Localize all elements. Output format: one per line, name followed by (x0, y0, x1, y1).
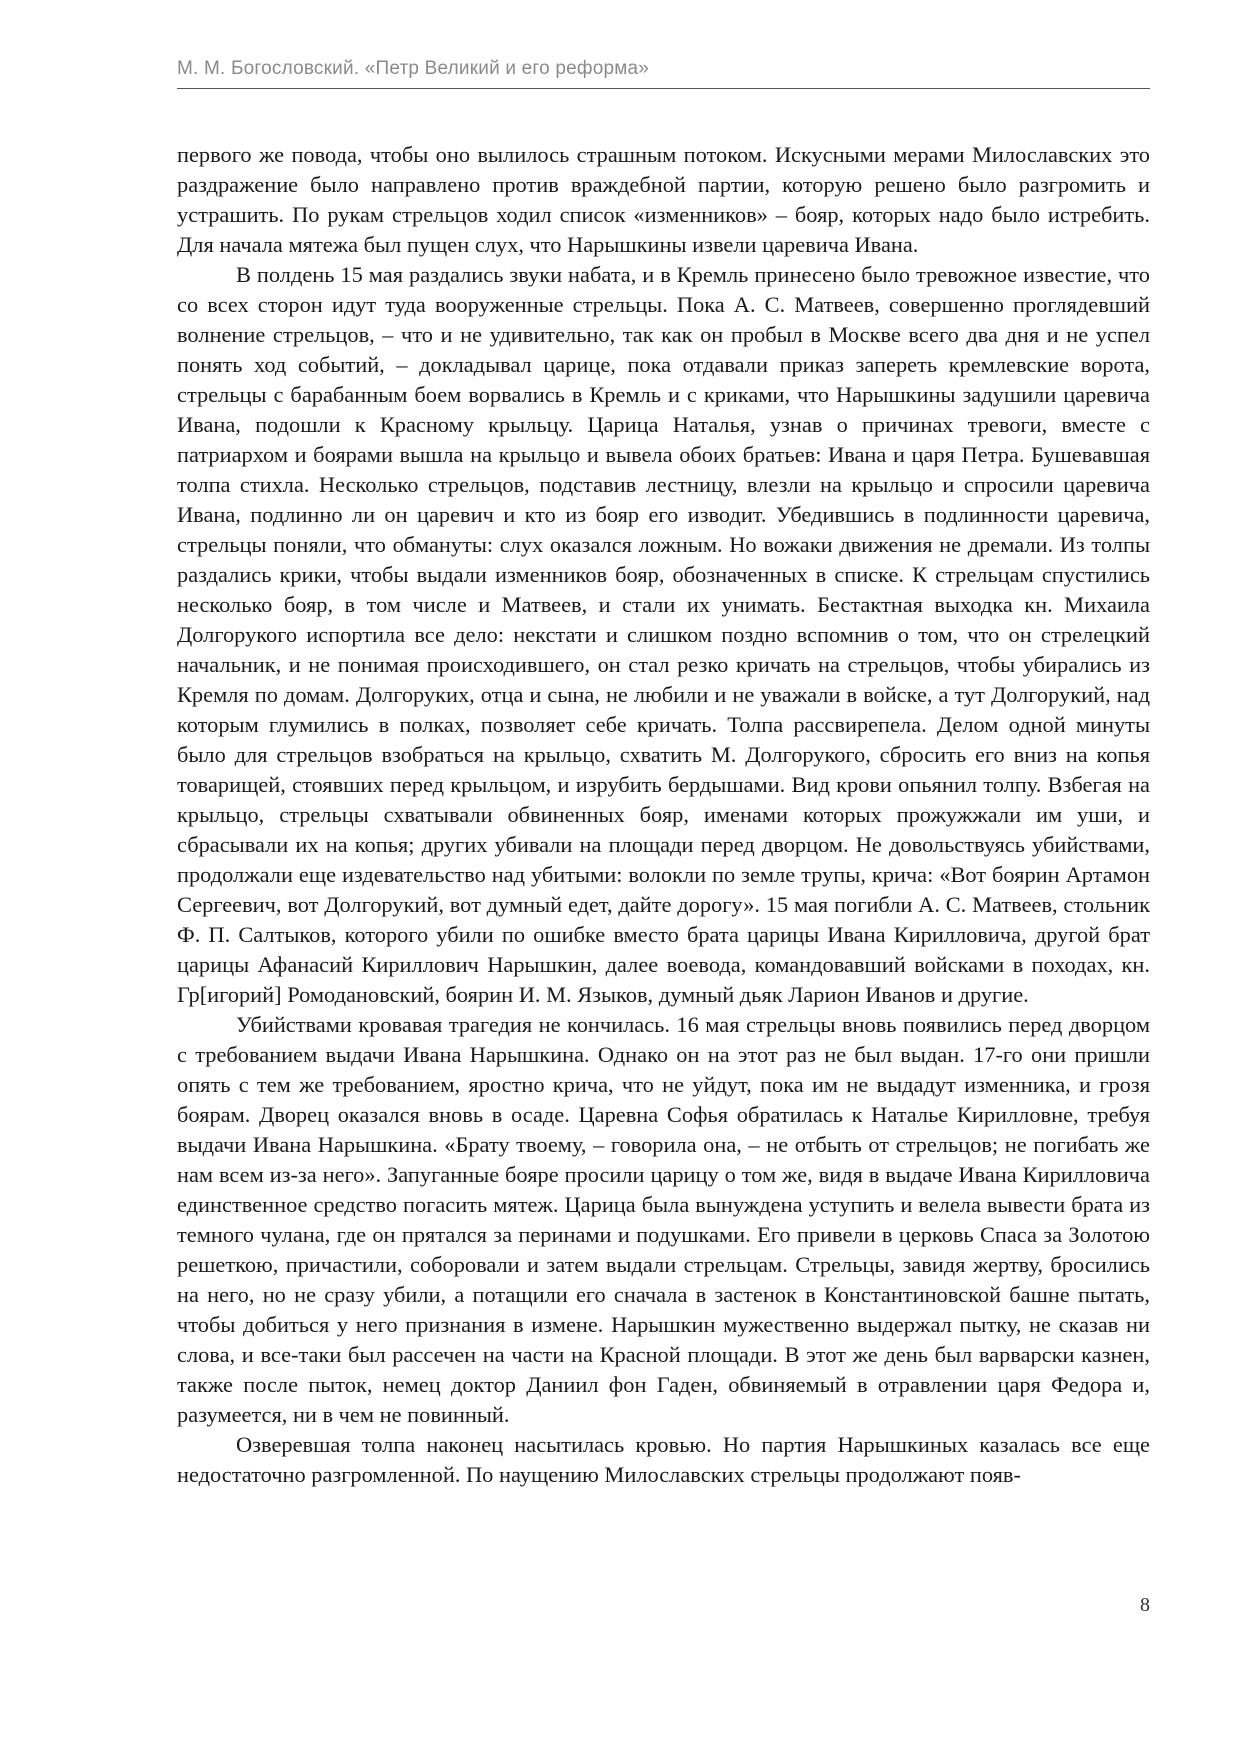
paragraph: Убийствами кровавая трагедия не кончилась. 16 мая стрельцы вновь появились перед дворцом с требованием выдачи Ивана Нарышкина. Однако он на этот раз не был выдан. 17-го они пришли опять с тем же требованием, яростно крича, что не уйдут, пока им не выдадут изменника, и грозя боярам. Дворец оказался вновь в осаде. Царевна Софья обратилась к Наталье Кирилловне, требуя выдачи Ивана Нарышкина. «Брату твоему, – говорила она, – не отбыть от стрельцов; не погибать же нам всем из-за него». Запуганные бояре просили царицу о том же, видя в выдаче Ивана Кирилловича единственное средство погасить мятеж. Царица была вынуждена уступить и велела вывести брата из темного чулана, где он прятался за перинами и подушками. Его привели в церковь Спаса за Золотою решеткою, причастили, соборовали и затем выдали стрельцам. Стрельцы, завидя жертву, бросились на него, но не сразу убили, а потащили его сначала в застенок в Константиновской башне пытать, чтобы добиться у него признания в измене. Нарышкин мужественно выдержал пытку, не сказав ни слова, и все-таки был рассечен на части на Красной площади. В этот же день был варварски казнен, также после пыток, немец доктор Даниил фон Гаден, обвиняемый в отравлении царя Федора и, разумеется, ни в чем не повинный. (177, 1012, 1150, 1427)
body-text (177, 140, 1150, 1490)
paragraph-continuation: первого же повода, чтобы оно вылилось страшным потоком. Искусными мерами Милославских это раздражение было направлено против враждебной партии, которую решено было разгромить и устрашить. По рукам стрельцов ходил список «изменников» – бояр, которых надо было истребить. Для начала мятежа был пущен слух, что Нарышкины извели царевича Ивана. (177, 142, 1150, 257)
page-number: 8 (1140, 1594, 1150, 1616)
running-header: М. М. Богословский. «Петр Великий и его реформа» (177, 58, 650, 79)
paragraph: Озверевшая толпа наконец насытилась кровью. Но партия Нарышкиных казалась все еще недостаточно разгромленной. По наущению Милославских стрельцы продолжают появ- (177, 1432, 1150, 1487)
header-divider (177, 88, 1150, 89)
paragraph: В полдень 15 мая раздались звуки набата, и в Кремль принесено было тревожное известие, что со всех сторон идут туда вооруженные стрельцы. Пока А. С. Матвеев, совершенно проглядевший волнение стрельцов, – что и не удивительно, так как он пробыл в Москве всего два дня и не успел понять ход событий, – докладывал царице, пока отдавали приказ запереть кремлевские ворота, стрельцы с барабанным боем ворвались в Кремль и с криками, что Нарышкины задушили царевича Ивана, подошли к Красному крыльцу. Царица Наталья, узнав о причинах тревоги, вместе с патриархом и боярами вышла на крыльцо и вывела обоих братьев: Ивана и царя Петра. Бушевавшая толпа стихла. Несколько стрельцов, подставив лестницу, влезли на крыльцо и спросили царевича Ивана, подлинно ли он царевич и кто из бояр его изводит. Убедившись в подлинности царевича, стрельцы поняли, что обмануты: слух оказался ложным. Но вожаки движения не дремали. Из толпы раздались крики, чтобы выдали изменников бояр, обозначенных в списке. К стрельцам спустились несколько бояр, в том числе и Матвеев, и стали их унимать. Бестактная выходка кн. Михаила Долгорукого испортила все дело: некстати и слишком поздно вспомнив о том, что он стрелецкий начальник, и не понимая происходившего, он стал резко кричать на стрельцов, чтобы убирались из Кремля по домам. Долгоруких, отца и сына, не любили и не уважали в войске, а тут Долгорукий, над которым глумились в полках, позволяет себе кричать. Толпа рассвирепела. Делом одной минуты было для стрельцов взобраться на крыльцо, схватить М. Долгорукого, сбросить его вниз на копья товарищей, стоявших перед крыльцом, и изрубить бердышами. Вид крови опьянил толпу. Взбегая на крыльцо, стрельцы схватывали обвиненных бояр, именами которых прожужжали им уши, и сбрасывали их на копья; других убивали на площади перед дворцом. Не довольствуясь убийствами, продолжали еще издевательство над убитыми: волокли по земле трупы, крича: «Вот боярин Артамон Сергеевич, вот Долгорукий, вот думный едет, дайте дорогу». 15 мая погибли А. С. Матвеев, стольник Ф. П. Салтыков, которого убили по ошибке вместо брата царицы Ивана Кирилловича, другой брат царицы Афанасий Кириллович Нарышкин, далее воевода, командовавший войсками в походах, кн. Гр[игорий] Ромодановский, боярин И. М. Языков, думный дьяк Ларион Иванов и другие. (177, 262, 1150, 1007)
